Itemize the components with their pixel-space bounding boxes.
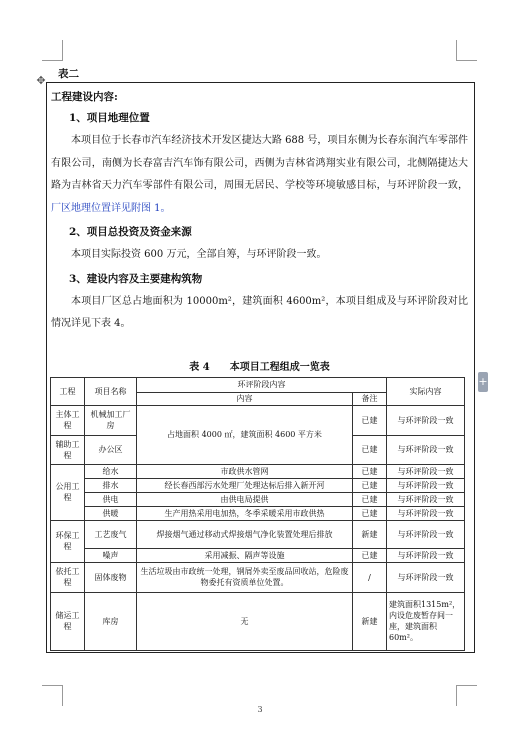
cell-item: 办公区 <box>85 435 137 464</box>
cell-category: 辅助工程 <box>51 435 85 464</box>
cell-note: 已建 <box>353 478 387 492</box>
cell-note: 已建 <box>353 506 387 520</box>
crop-mark-top-right <box>456 40 477 61</box>
cell-actual: 建筑面积1315m²，内设危废暂存间一座，建筑面积 60m²。 <box>387 592 465 650</box>
header-note: 备注 <box>353 392 387 405</box>
heading-construction: 3、建设内容及主要建构筑物 <box>69 272 203 285</box>
crop-mark-bottom-left <box>42 685 63 706</box>
cell-note: 已建 <box>353 435 387 464</box>
cell-content: 生活垃圾由市政统一处理，钢屑外卖至废品回收站，危险废物委托有资质单位处置。 <box>137 562 353 592</box>
cell-content: 市政供水管网 <box>137 464 353 478</box>
paragraph-construction: 本项目厂区总占地面积为 10000m²，建筑面积 4600m²，本项目组成及与环评阶段对比情况详见下表 4。 <box>51 295 468 329</box>
crop-mark-bottom-right <box>456 685 477 706</box>
cell-item: 供暖 <box>85 506 137 520</box>
cell-content: 生产用热采用电加热，冬季采暖采用市政供热 <box>137 506 353 520</box>
cell-content: 由供电局提供 <box>137 492 353 506</box>
cell-actual: 与环评阶段一致 <box>387 478 465 492</box>
header-actual: 实际内容 <box>387 377 465 405</box>
cell-content: 占地面积 4000 ㎡，建筑面积 4600 平方米 <box>137 405 353 464</box>
header-engineering: 工程 <box>51 377 85 405</box>
cell-actual: 与环评阶段一致 <box>387 506 465 520</box>
cell-category: 主体工程 <box>51 405 85 435</box>
cell-note: 新建 <box>353 520 387 548</box>
cell-item: 噪声 <box>85 548 137 562</box>
cell-item: 排水 <box>85 478 137 492</box>
table-caption-number: 表 4 <box>189 361 210 373</box>
section-title: 工程建设内容: <box>51 91 118 103</box>
heading-location: 1、项目地理位置 <box>69 112 150 124</box>
header-content: 内容 <box>137 392 353 405</box>
table-label: 表二 <box>58 68 79 80</box>
cell-content: 焊接烟气通过移动式焊接烟气净化装置处理后排放 <box>137 520 353 548</box>
heading-investment: 2、项目总投资及资金来源 <box>69 226 192 238</box>
cell-actual: 与环评阶段一致 <box>387 520 465 548</box>
cell-actual: 与环评阶段一致 <box>387 435 465 464</box>
appendix-link[interactable]: 厂区地理位置详见附图 1。 <box>51 202 171 214</box>
cell-actual: 与环评阶段一致 <box>387 562 465 592</box>
cell-item: 库房 <box>85 592 137 650</box>
engineering-table <box>50 377 465 651</box>
paragraph-investment: 本项目实际投资 600 万元，全部自筹，与环评阶段一致。 <box>71 249 327 260</box>
crop-mark-top-left <box>42 40 63 61</box>
cell-content: 采用减振、隔声等设施 <box>137 548 353 562</box>
page-number: 3 <box>257 705 263 714</box>
cell-item: 机械加工厂房 <box>85 405 137 435</box>
cell-category: 储运工程 <box>51 592 85 650</box>
cell-actual: 与环评阶段一致 <box>387 492 465 506</box>
cell-item: 供电 <box>85 492 137 506</box>
move-handle-icon[interactable]: ✥ <box>36 74 46 87</box>
paragraph-location <box>51 130 468 220</box>
cell-note: 已建 <box>353 492 387 506</box>
cell-actual: 与环评阶段一致 <box>387 405 465 435</box>
cell-content: 经长春西部污水处理厂处理达标后排入新开河 <box>137 478 353 492</box>
table-caption <box>51 358 468 373</box>
table-caption-title: 本项目工程组成一览表 <box>229 361 330 373</box>
paragraph-location-text: 本项目位于长春市汽车经济技术开发区捷达大路 688 号，项目东侧为长春东润汽车零部件有限公司，南侧为长春富吉汽车饰有限公司，西侧为吉林省鸿翔实业有限公司，北侧隔捷达大路为吉林省天力汽车零部件有限公司，周围无居民、学校等环境敏感目标，与环评阶段一致， <box>51 135 468 191</box>
cell-content: 无 <box>137 592 353 650</box>
header-item: 项目名称 <box>85 377 137 405</box>
cell-note: 已建 <box>353 405 387 435</box>
cell-actual: 与环评阶段一致 <box>387 464 465 478</box>
cell-item: 固体废物 <box>85 562 137 592</box>
cell-note: 已建 <box>353 548 387 562</box>
cell-category: 依托工程 <box>51 562 85 592</box>
cell-note: / <box>353 562 387 592</box>
cell-note: 新建 <box>353 592 387 650</box>
cell-actual: 与环评阶段一致 <box>387 548 465 562</box>
cell-category: 公用工程 <box>51 464 85 520</box>
cell-item: 工艺废气 <box>85 520 137 548</box>
cell-item: 给水 <box>85 464 137 478</box>
content-box <box>46 82 475 653</box>
cell-category: 环保工程 <box>51 520 85 562</box>
header-eia: 环评阶段内容 <box>137 377 387 392</box>
cell-note: 已建 <box>353 464 387 478</box>
side-tab-icon[interactable]: + <box>478 372 488 392</box>
